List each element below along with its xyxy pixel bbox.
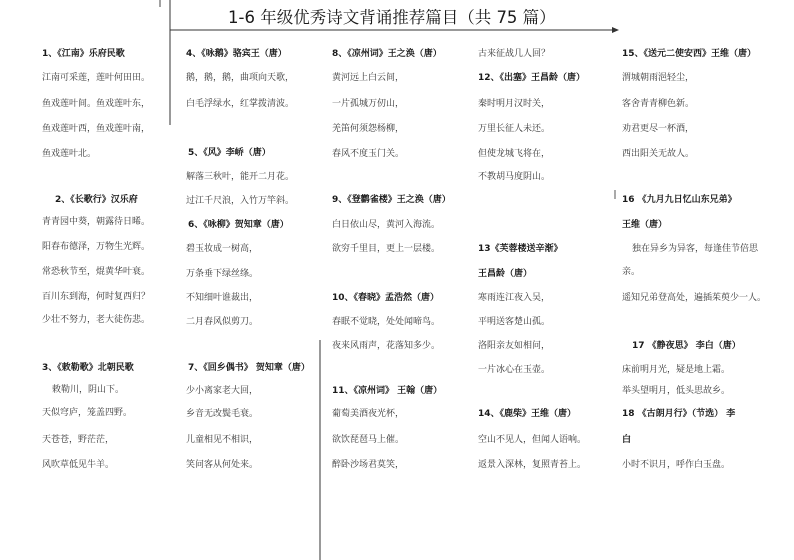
- poem-15-line: 劝君更尽一杯酒，: [622, 124, 695, 134]
- poem-1-line: 鱼戏莲叶西，鱼戏莲叶南，: [42, 124, 151, 134]
- poem-16-line: 亲。: [622, 267, 641, 277]
- poem-3-line: 风吹草低见牛羊。: [42, 460, 115, 470]
- poem-11-line: 醉卧沙场君莫笑，: [332, 460, 405, 470]
- poem-5-heading: 5、《风》李峤（唐）: [188, 148, 271, 158]
- poem-8-line: 黄河远上白云间，: [332, 73, 405, 83]
- poem-6-line: 不知细叶谁裁出，: [186, 293, 259, 303]
- poem-3-line: 敕勒川，阴山下。: [52, 385, 125, 395]
- poem-3-line: 天苍苍，野茫茫，: [42, 435, 115, 445]
- page-title: 1-6 年级优秀诗文背诵推荐篇目（共 75 篇）: [228, 8, 556, 27]
- poem-12-line: 秦时明月汉时关，: [478, 99, 551, 109]
- poem-12-line: 万里长征人未还。: [478, 124, 551, 134]
- poem-11-line: 古来征战几人回？: [478, 49, 551, 59]
- poem-18-heading-cont: 白: [622, 435, 632, 445]
- poem-13-line: 寒雨连江夜入吴，: [478, 293, 551, 303]
- poem-15-line: 西出阳关无故人。: [622, 149, 695, 159]
- poem-14-line: 空山不见人，但闻人语响。: [478, 435, 587, 445]
- poem-10-line: 夜来风雨声，花落知多少。: [332, 341, 441, 351]
- poem-18-line: 小时不识月，呼作白玉盘。: [622, 460, 731, 470]
- poem-2-line: 青青园中葵，朝露待日晞。: [42, 217, 151, 227]
- poem-6-heading: 6、《咏柳》贺知章（唐）: [188, 220, 289, 230]
- poem-16-line: 独在异乡为异客，每逢佳节倍思: [632, 244, 759, 254]
- poem-17-line: 床前明月光，疑是地上霜。: [622, 365, 731, 375]
- poem-4-heading: 4、《咏鹅》骆宾王（唐）: [186, 49, 287, 59]
- poem-7-line: 笑问客从何处来。: [186, 460, 259, 470]
- poem-15-line: 客舍青青柳色新。: [622, 99, 695, 109]
- poem-8-line: 一片孤城万仞山，: [332, 99, 405, 109]
- poem-7-line: 乡音无改鬓毛衰。: [186, 409, 259, 419]
- poem-13-line: 平明送客楚山孤。: [478, 317, 551, 327]
- poem-3-line: 天似穹庐，笼盖四野。: [42, 408, 133, 418]
- poem-14-line: 返景入深林，复照青苔上。: [478, 460, 587, 470]
- poem-8-line: 羌笛何须怨杨柳，: [332, 124, 405, 134]
- poem-8-line: 春风不度玉门关。: [332, 149, 405, 159]
- poem-5-line: 解落三秋叶，能开二月花。: [186, 172, 295, 182]
- poem-12-heading: 12、《出塞》王昌龄（唐）: [478, 73, 586, 83]
- poem-12-line: 但使龙城飞将在，: [478, 149, 551, 159]
- poem-13-line: 一片冰心在玉壶。: [478, 365, 551, 375]
- poem-11-line: 葡萄美酒夜光杯，: [332, 409, 405, 419]
- poem-2-line: 常恐秋节至，焜黄华叶衰。: [42, 267, 151, 277]
- poem-10-heading: 10、《春晓》孟浩然（唐）: [332, 293, 440, 303]
- poem-15-heading: 15、《送元二使安西》王维（唐）: [622, 49, 757, 59]
- poem-13-heading: 13《芙蓉楼送辛渐》: [478, 244, 563, 254]
- poem-16-line: 遥知兄弟登高处，遍插茱萸少一人。: [622, 293, 767, 303]
- poem-1-line: 鱼戏莲叶北。: [42, 149, 97, 159]
- poem-2-heading: 2、《长歌行》汉乐府: [55, 195, 138, 205]
- poem-3-heading: 3、《敕勒歌》北朝民歌: [42, 363, 134, 373]
- poem-7-line: 少小离家老大回，: [186, 386, 259, 396]
- poem-7-line: 儿童相见不相识，: [186, 435, 259, 445]
- poem-12-line: 不教胡马度阴山。: [478, 172, 551, 182]
- poem-15-line: 渭城朝雨浥轻尘，: [622, 73, 695, 83]
- poem-11-heading: 11、《凉州词》 王翰（唐）: [332, 386, 443, 396]
- poem-1-line: 鱼戏莲叶间。鱼戏莲叶东，: [42, 99, 151, 109]
- poem-6-line: 碧玉妆成一树高，: [186, 244, 259, 254]
- poem-2-line: 阳春布德泽，万物生光辉。: [42, 242, 151, 252]
- poem-6-line: 二月春风似剪刀。: [186, 317, 259, 327]
- poem-6-line: 万条垂下绿丝绦。: [186, 269, 259, 279]
- poem-5-line: 过江千尺浪，入竹万竿斜。: [186, 196, 295, 206]
- poem-10-line: 春眠不觉晓，处处闻啼鸟。: [332, 317, 441, 327]
- poem-4-line: 白毛浮绿水，红掌拨清波。: [186, 99, 295, 109]
- poem-4-line: 鹅，鹅，鹅，曲项向天歌，: [186, 73, 295, 83]
- poem-17-heading: 17 《静夜思》 李白（唐）: [632, 341, 741, 351]
- poem-9-line: 白日依山尽，黄河入海流。: [332, 220, 441, 230]
- poem-16-author: 王维（唐）: [622, 220, 668, 230]
- poem-8-heading: 8、《凉州词》王之涣（唐）: [332, 49, 442, 59]
- poem-14-heading: 14、《鹿柴》王维（唐）: [478, 409, 577, 419]
- poem-2-line: 百川东到海，何时复西归？: [42, 292, 151, 302]
- poem-9-heading: 9、《登鹳雀楼》王之涣（唐）: [332, 195, 451, 205]
- poem-7-heading: 7、《回乡偶书》 贺知章（唐）: [188, 363, 310, 373]
- poem-11-line: 欲饮琵琶马上催。: [332, 435, 405, 445]
- poem-9-line: 欲穷千里目，更上一层楼。: [332, 244, 441, 254]
- poem-16-heading: 16 《九月九日忆山东兄弟》: [622, 195, 737, 205]
- poem-2-line: 少壮不努力，老大徒伤悲。: [42, 315, 151, 325]
- poem-18-heading: 18 《古朗月行》（节选） 李: [622, 409, 736, 419]
- poem-1-line: 江南可采莲，莲叶何田田。: [42, 73, 151, 83]
- arrow-head-icon: [612, 27, 619, 33]
- poem-13-author: 王昌龄（唐）: [478, 269, 533, 279]
- poem-13-line: 洛阳亲友如相问，: [478, 341, 551, 351]
- poem-17-line: 举头望明月，低头思故乡。: [622, 386, 731, 396]
- poem-1-heading: 1、《江南》乐府民歌: [42, 49, 125, 59]
